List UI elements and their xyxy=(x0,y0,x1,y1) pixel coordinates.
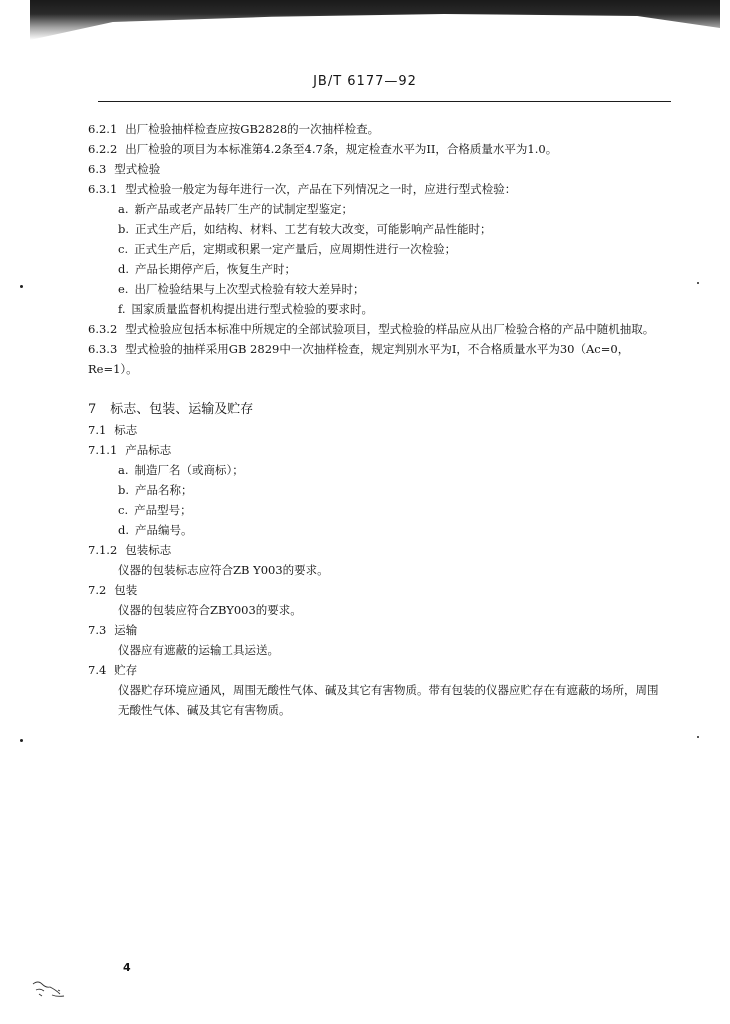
clause-text: 产品标志 xyxy=(125,443,172,457)
document-body xyxy=(88,119,668,720)
paragraph xyxy=(88,600,668,620)
clause-number: 7.3 xyxy=(88,623,107,637)
list-label: e. xyxy=(118,282,129,296)
list-label: f. xyxy=(118,302,126,316)
clause-text: 型式检验的抽样采用GB 2829中一次抽样检查，规定判别水平为I，不合格质量水平为30（Ac=0，Re=1）。 xyxy=(88,342,630,376)
clause-text: 出厂检验抽样检查应按GB2828的一次抽样检查。 xyxy=(125,122,380,136)
clause-text: 型式检验应包括本标准中所规定的全部试验项目，型式检验的样品应从出厂检验合格的产品中随机抽取。 xyxy=(125,322,655,336)
list-label: c. xyxy=(118,242,129,256)
list-item xyxy=(88,199,668,219)
list-text: 制造厂名（或商标）； xyxy=(134,463,244,477)
list-text: 出厂检验结果与上次型式检验有较大差异时； xyxy=(134,282,365,296)
list-text: 产品长期停产后，恢复生产时； xyxy=(135,262,297,276)
clause-6-3-3 xyxy=(88,339,668,379)
scan-shadow-top xyxy=(30,0,720,40)
paragraph-text: 仪器应有遮蔽的运输工具运送。 xyxy=(118,643,279,657)
list-item xyxy=(88,239,668,259)
chapter-number: 7 xyxy=(88,402,97,417)
list-item xyxy=(88,500,668,520)
clause-6-2-2 xyxy=(88,139,668,159)
clause-number: 6.2.1 xyxy=(88,122,118,136)
clause-number: 7.1 xyxy=(88,423,107,437)
clause-text: 包装标志 xyxy=(125,543,172,557)
page-header xyxy=(0,74,730,89)
chapter-7-heading xyxy=(88,400,668,420)
clause-number: 7.1.2 xyxy=(88,543,118,557)
list-text: 正式生产后，如结构、材料、工艺有较大改变，可能影响产品性能时； xyxy=(135,222,492,236)
clause-text: 标志 xyxy=(114,423,138,437)
header-rule xyxy=(98,101,671,102)
clause-number: 6.2.2 xyxy=(88,142,118,156)
chapter-title: 标志、包装、运输及贮存 xyxy=(110,402,254,417)
list-label: a. xyxy=(118,463,129,477)
scan-speck xyxy=(697,736,699,738)
clause-text: 型式检验 xyxy=(114,162,161,176)
paragraph-text: 仪器的包装应符合ZBY003的要求。 xyxy=(118,603,302,617)
list-text: 产品型号； xyxy=(134,503,192,517)
section-gap xyxy=(88,379,668,400)
clause-7-1-1 xyxy=(88,440,668,460)
list-item xyxy=(88,480,668,500)
list-text: 正式生产后，定期或积累一定产量后，应周期性进行一次检验； xyxy=(134,242,457,256)
paragraph xyxy=(88,560,668,580)
clause-number: 6.3.3 xyxy=(88,342,118,356)
clause-number: 6.3 xyxy=(88,162,107,176)
list-text: 产品编号。 xyxy=(135,523,193,537)
clause-6-2-1 xyxy=(88,119,668,139)
list-item xyxy=(88,219,668,239)
clause-text: 包装 xyxy=(114,583,138,597)
clause-7-1-2 xyxy=(88,540,668,560)
list-label: d. xyxy=(118,523,130,537)
clause-number: 7.1.1 xyxy=(88,443,118,457)
scan-speck xyxy=(20,285,23,288)
clause-number: 7.2 xyxy=(88,583,107,597)
clause-number: 7.4 xyxy=(88,663,107,677)
clause-7-3 xyxy=(88,620,668,640)
clause-number: 6.3.2 xyxy=(88,322,118,336)
clause-7-4 xyxy=(88,660,668,680)
clause-7-2 xyxy=(88,580,668,600)
list-item xyxy=(88,299,668,319)
page-number: 4 xyxy=(123,961,131,974)
list-label: b. xyxy=(118,483,130,497)
list-item xyxy=(88,259,668,279)
clause-text: 出厂检验的项目为本标准第4.2条至4.7条，规定检查水平为II，合格质量水平为1.0。 xyxy=(125,142,558,156)
list-item xyxy=(88,520,668,540)
paragraph-text: 仪器贮存环境应通风，周围无酸性气体、碱及其它有害物质。带有包装的仪器应贮存在有遮蔽的场所，周围无酸性气体、碱及其它有害物质。 xyxy=(118,683,659,717)
clause-text: 型式检验一般定为每年进行一次，产品在下列情况之一时，应进行型式检验： xyxy=(125,182,517,196)
list-text: 国家质量监督机构提出进行型式检验的要求时。 xyxy=(131,302,374,316)
list-label: a. xyxy=(118,202,129,216)
scan-speck xyxy=(20,739,23,742)
list-text: 新产品或老产品转厂生产的试制定型鉴定； xyxy=(134,202,354,216)
list-item xyxy=(88,460,668,480)
list-item xyxy=(88,279,668,299)
clause-text: 运输 xyxy=(114,623,138,637)
paragraph xyxy=(88,640,668,660)
clause-6-3 xyxy=(88,159,668,179)
paragraph xyxy=(88,680,668,720)
list-label: c. xyxy=(118,503,129,517)
list-text: 产品名称； xyxy=(135,483,193,497)
clause-text: 贮存 xyxy=(114,663,138,677)
scan-smudge xyxy=(30,978,70,1000)
scan-speck xyxy=(697,282,699,284)
paragraph-text: 仪器的包装标志应符合ZB Y003的要求。 xyxy=(118,563,329,577)
clause-6-3-2 xyxy=(88,319,668,339)
list-label: b. xyxy=(118,222,130,236)
clause-number: 6.3.1 xyxy=(88,182,118,196)
list-label: d. xyxy=(118,262,130,276)
standard-code: JB/T 6177—92 xyxy=(313,74,417,89)
clause-6-3-1 xyxy=(88,179,668,199)
clause-7-1 xyxy=(88,420,668,440)
